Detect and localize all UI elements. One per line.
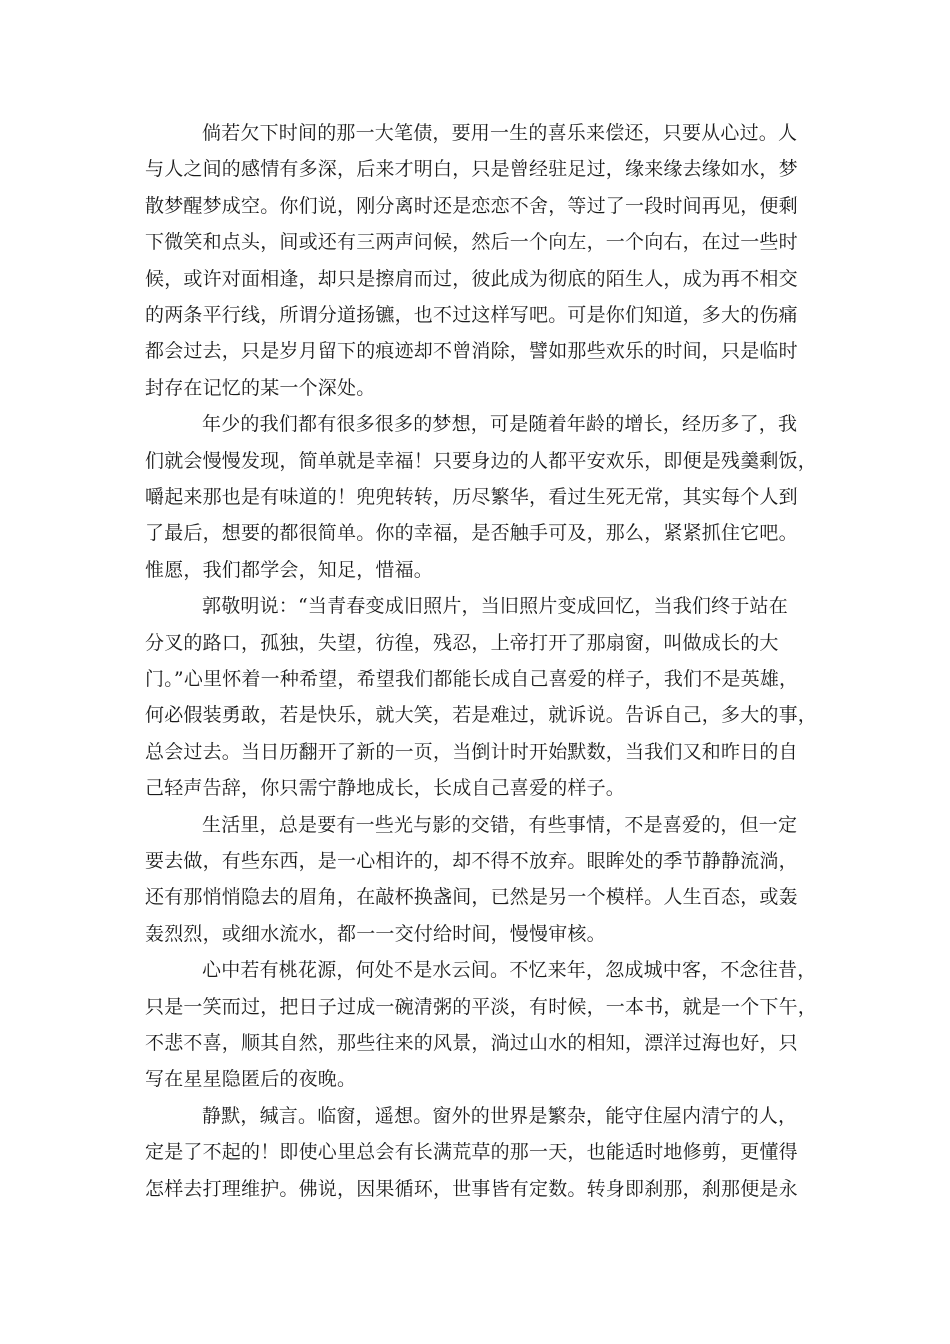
text-line: 候，或许对面相逢，却只是擦肩而过，彼此成为彻底的陌生人，成为再不相交 xyxy=(145,268,798,290)
text-line: 总会过去。当日历翻开了新的一页，当倒计时开始默数，当我们又和昨日的自 xyxy=(145,741,798,763)
text-line: 己轻声告辞，你只需宁静地成长，长成自己喜爱的样子。 xyxy=(145,777,626,799)
text-line: 封存在记忆的某一个深处。 xyxy=(145,377,376,399)
text-line: 门。”心里怀着一种希望，希望我们都能长成自己喜爱的样子，我们不是英雄， xyxy=(145,668,799,690)
text-line: 要去做，有些东西，是一心相许的，却不得不放弃。眼眸处的季节静静流淌， xyxy=(145,850,798,872)
text-line: 何必假装勇敢，若是快乐，就大笑，若是难过，就诉说。告诉自己，多大的事， xyxy=(145,704,818,726)
text-line: 怎样去打理维护。佛说，因果循环，世事皆有定数。转身即刹那，刹那便是永 xyxy=(145,1178,798,1200)
text-line: 定是了不起的！即使心里总会有长满荒草的那一天，也能适时地修剪，更懂得 xyxy=(145,1141,798,1163)
text-line: 的两条平行线，所谓分道扬镳，也不过这样写吧。可是你们知道，多大的伤痛 xyxy=(145,304,798,326)
text-line: 与人之间的感情有多深，后来才明白，只是曾经驻足过，缘来缘去缘如水，梦 xyxy=(145,158,798,180)
text-line: 分叉的路口，孤独，失望，彷徨，残忍，上帝打开了那扇窗，叫做成长的大 xyxy=(145,632,779,654)
text-line: 生活里，总是要有一些光与影的交错，有些事情，不是喜爱的，但一定 xyxy=(202,814,798,836)
text-line: 只是一笑而过，把日子过成一碗清粥的平淡，有时候，一本书，就是一个下午， xyxy=(145,996,818,1018)
text-line: 下微笑和点头，间或还有三两声问候，然后一个向左，一个向右，在过一些时 xyxy=(145,231,798,253)
text-line: 惟愿，我们都学会，知足，惜福。 xyxy=(145,559,434,581)
text-line: 写在星星隐匿后的夜晚。 xyxy=(145,1068,357,1090)
text-line: 嚼起来那也是有味道的！兜兜转转，历尽繁华，看过生死无常，其实每个人到 xyxy=(145,486,798,508)
text-line: 都会过去，只是岁月留下的痕迹却不曾消除，譬如那些欢乐的时间，只是临时 xyxy=(145,340,798,362)
text-line: 年少的我们都有很多很多的梦想，可是随着年龄的增长，经历多了，我 xyxy=(202,413,798,435)
text-line: 们就会慢慢发现，简单就是幸福！只要身边的人都平安欢乐，即便是残羹剩饭， xyxy=(145,450,818,472)
text-line: 还有那悄悄隐去的眉角，在敲杯换盏间，已然是另一个模样。人生百态，或轰 xyxy=(145,886,798,908)
text-line: 散梦醒梦成空。你们说，刚分离时还是恋恋不舍，等过了一段时间再见，便剩 xyxy=(145,195,798,217)
text-line: 不悲不喜，顺其自然，那些往来的风景，淌过山水的相知，漂洋过海也好，只 xyxy=(145,1032,798,1054)
text-line: 倘若欠下时间的那一大笔债，要用一生的喜乐来偿还，只要从心过。人 xyxy=(202,122,798,144)
text-line: 静默，缄言。临窗，遥想。窗外的世界是繁杂，能守住屋内清宁的人， xyxy=(202,1105,798,1127)
text-line: 郭敬明说：“当青春变成旧照片，当旧照片变成回忆，当我们终于站在 xyxy=(202,595,788,617)
text-line: 心中若有桃花源，何处不是水云间。不忆来年，忽成城中客，不念往昔， xyxy=(202,959,817,981)
text-line: 了最后，想要的都很简单。你的幸福，是否触手可及，那么，紧紧抓住它吧。 xyxy=(145,522,798,544)
text-line: 轰烈烈，或细水流水，都一一交付给时间，慢慢审核。 xyxy=(145,923,606,945)
